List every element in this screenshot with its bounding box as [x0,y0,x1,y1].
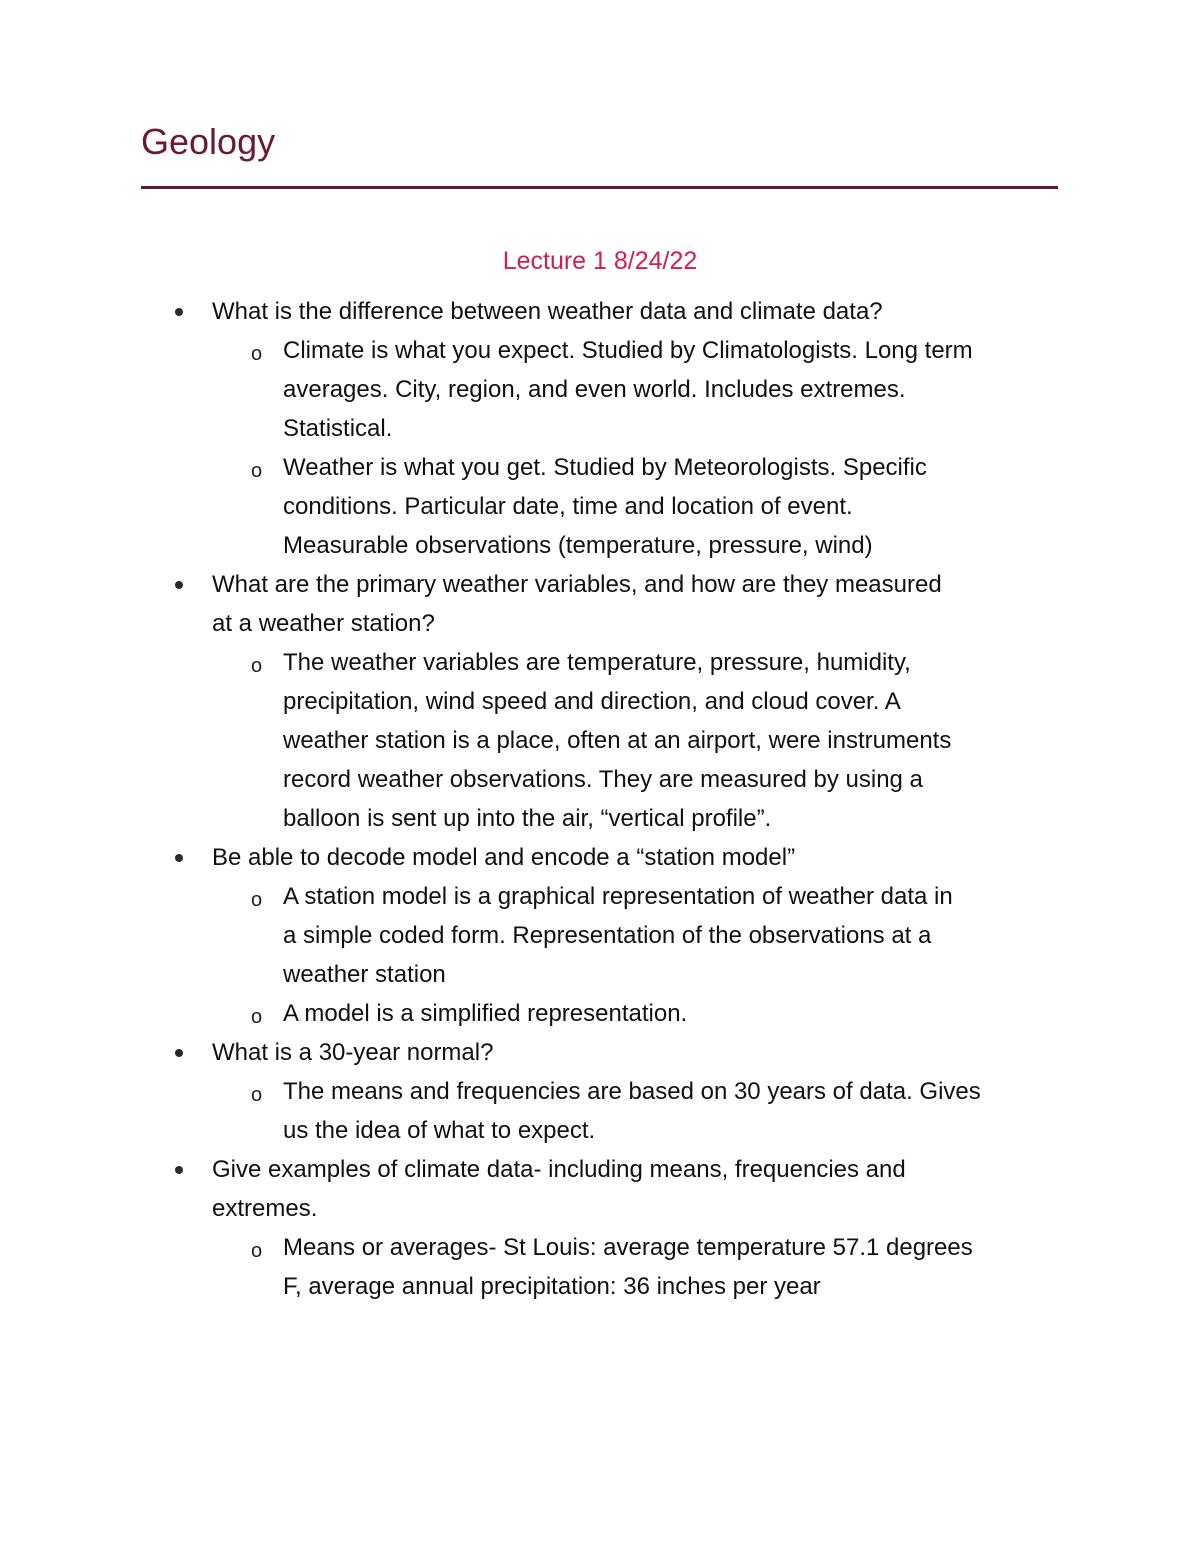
hollow-circle-bullet-icon: o [251,1240,263,1262]
notes-list [0,292,1200,1306]
answer-item [251,643,1063,838]
answer-text: The means and frequencies are based on 30 years of data. Gives us the idea of what to expect. [283,1078,981,1144]
answer-item [251,1072,1063,1150]
answer-text: A station model is a graphical representation of weather data in a simple coded form. Representation of the observations at a weather station [283,883,953,988]
bullet-dot-icon [175,1049,183,1057]
hollow-circle-bullet-icon: o [251,1006,263,1028]
answer-item [251,448,1063,565]
answer-text: A model is a simplified representation. [283,1000,688,1027]
answer-text: Means or averages- St Louis: average temperature 57.1 degrees F, average annual precipitation: 36 inches per year [283,1234,973,1300]
answer-item [251,994,1063,1033]
hollow-circle-bullet-icon: o [251,655,263,677]
question-item [212,292,1062,331]
hollow-circle-bullet-icon: o [251,1084,263,1106]
bullet-dot-icon [175,1166,183,1174]
hollow-circle-bullet-icon: o [251,889,263,911]
bullet-dot-icon [175,581,183,589]
bullet-dot-icon [175,308,183,316]
answer-text: Climate is what you expect. Studied by Climatologists. Long term averages. City, region, and even world. Includes extremes. Statistical. [283,337,973,442]
question-item [212,838,1062,877]
question-text: What is the difference between weather data and climate data? [212,298,883,325]
answer-item [251,1228,1063,1306]
question-text: Be able to decode model and encode a “station model” [212,844,796,871]
question-item [212,1150,1062,1228]
hollow-circle-bullet-icon: o [251,460,263,482]
lecture-heading: Lecture 1 8/24/22 [502,247,698,275]
bullet-dot-icon [175,854,183,862]
question-text: What are the primary weather variables, and how are they measured at a weather station? [212,571,942,637]
question-item [212,565,1062,643]
title-divider [141,186,1058,189]
answer-item [251,331,1063,448]
page-title: Geology [141,121,276,162]
question-item [212,1033,1062,1072]
answer-item [251,877,1063,994]
question-text: Give examples of climate data- including means, frequencies and extremes. [212,1156,906,1222]
hollow-circle-bullet-icon: o [251,343,263,365]
question-text: What is a 30-year normal? [212,1039,494,1066]
answer-text: Weather is what you get. Studied by Meteorologists. Specific conditions. Particular date, time and location of event. Measurable observations (temperature, pressure, wind) [283,454,927,559]
answer-text: The weather variables are temperature, pressure, humidity, precipitation, wind speed and direction, and cloud cover. A weather station is a place, often at an airport, were instruments record weather observations. They are measured by using a balloon is sent up into the air, “vertical profile”. [283,649,952,832]
